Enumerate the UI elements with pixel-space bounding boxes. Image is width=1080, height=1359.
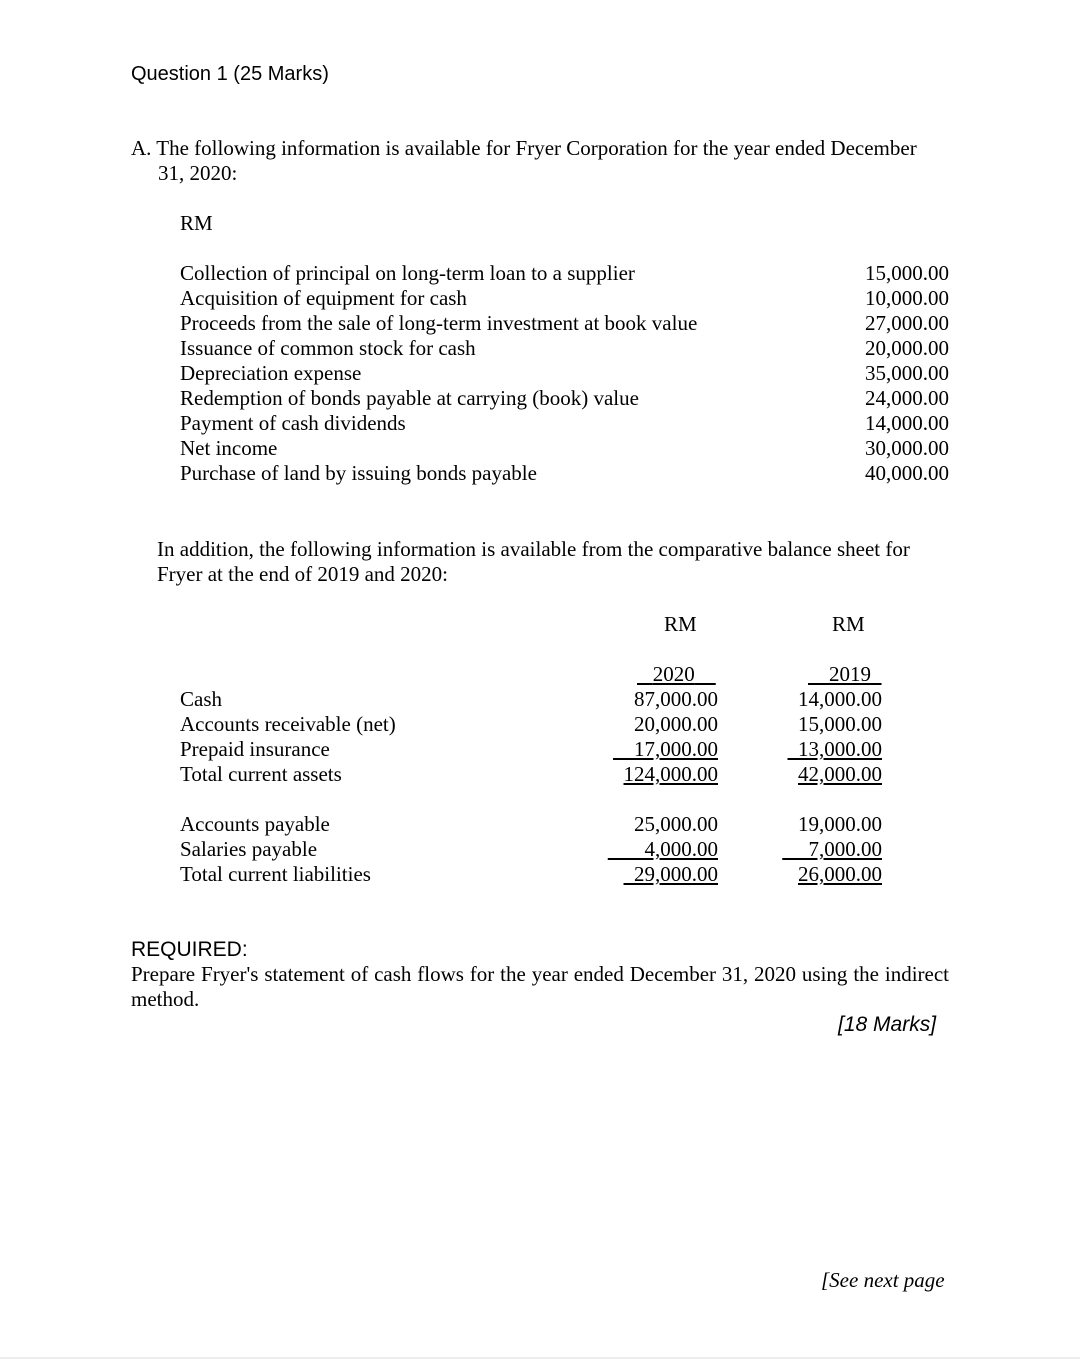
cell-value: 7,000.00 — [808, 837, 882, 861]
item-amount: 14,000.00 — [865, 411, 949, 435]
liabilities-2019-column — [752, 812, 882, 887]
table-row-label: Accounts payable — [180, 812, 330, 836]
item-label: Depreciation expense — [180, 361, 362, 385]
list-item — [180, 261, 949, 286]
table-cell: 14,000.00 — [798, 687, 882, 711]
table-cell: 26,000.00 — [798, 862, 882, 886]
assets-2020-column — [588, 687, 718, 787]
part-a-intro-line1: A. The following information is available for Fryer Corporation for the year ended December — [131, 136, 917, 160]
item-amount: 10,000.00 — [865, 286, 949, 310]
transactions-list — [180, 261, 949, 486]
table-row-label: Cash — [180, 687, 222, 711]
part-a-intro — [131, 136, 949, 186]
table-cell — [588, 737, 718, 762]
required-heading: REQUIRED: — [131, 938, 248, 961]
table-cell: 87,000.00 — [634, 687, 718, 711]
table-cell — [752, 737, 882, 762]
item-amount: 30,000.00 — [865, 436, 949, 460]
table-cell: 19,000.00 — [798, 812, 882, 836]
table-cell: 25,000.00 — [634, 812, 718, 836]
table-row-label: Salaries payable — [180, 837, 318, 861]
item-label: Purchase of land by issuing bonds payable — [180, 461, 537, 485]
question-title: Question 1 (25 Marks) — [131, 63, 329, 85]
cell-value: 4,000.00 — [644, 837, 718, 861]
balance-sheet-intro-line2: Fryer at the end of 2019 and 2020: — [157, 562, 449, 586]
assets-labels — [180, 687, 396, 787]
cell-value: 29,000.00 — [634, 862, 718, 886]
list-item — [180, 286, 949, 311]
part-a-currency: RM — [180, 211, 213, 235]
table-cell: 20,000.00 — [634, 712, 718, 736]
item-label: Redemption of bonds payable at carrying (book) value — [180, 386, 639, 410]
year-2019-header — [808, 662, 882, 687]
cell-value: 13,000.00 — [798, 737, 882, 761]
liabilities-labels — [180, 812, 371, 887]
item-label: Issuance of common stock for cash — [180, 336, 476, 360]
table-cell: 15,000.00 — [798, 712, 882, 736]
cell-value: 17,000.00 — [634, 737, 718, 761]
table-cell — [588, 837, 718, 862]
item-label: Acquisition of equipment for cash — [180, 286, 467, 310]
table-row-label: Total current liabilities — [180, 862, 371, 886]
item-label: Payment of cash dividends — [180, 411, 406, 435]
list-item — [180, 311, 949, 336]
item-amount: 15,000.00 — [865, 261, 949, 285]
table-cell — [588, 862, 718, 887]
balance-sheet-intro-line1: In addition, the following information is available from the comparative balance sheet for — [157, 537, 910, 561]
table-row-label: Prepaid insurance — [180, 737, 330, 761]
list-item — [180, 361, 949, 386]
year-2020-label: 2020 — [652, 662, 695, 686]
table-cell — [752, 837, 882, 862]
liabilities-2020-column — [588, 812, 718, 887]
item-label: Net income — [180, 436, 278, 460]
item-amount: 40,000.00 — [865, 461, 949, 485]
list-item — [180, 336, 949, 361]
part-a-intro-line2: 31, 2020: — [158, 161, 238, 185]
marks-label: [18 Marks] — [838, 1013, 937, 1036]
assets-2019-column — [752, 687, 882, 787]
table-row-label: Total current assets — [180, 762, 342, 786]
item-amount: 35,000.00 — [865, 361, 949, 385]
item-amount: 24,000.00 — [865, 386, 949, 410]
item-amount: 27,000.00 — [865, 311, 949, 335]
table-cell: 42,000.00 — [798, 762, 882, 786]
currency-2019: RM — [832, 612, 865, 636]
next-page-label: [See next page — [821, 1268, 945, 1292]
year-2019-label: 2019 — [829, 662, 871, 686]
list-item — [180, 461, 949, 486]
item-label: Collection of principal on long-term loan to a supplier — [180, 261, 635, 285]
list-item — [180, 411, 949, 436]
table-row-label: Accounts receivable (net) — [180, 712, 396, 736]
table-cell: 124,000.00 — [623, 762, 718, 786]
currency-2020: RM — [664, 612, 697, 636]
item-label: Proceeds from the sale of long-term investment at book value — [180, 311, 698, 335]
list-item — [180, 386, 949, 411]
list-item — [180, 436, 949, 461]
item-amount: 20,000.00 — [865, 336, 949, 360]
balance-sheet-intro — [157, 537, 949, 587]
year-2020-header — [637, 662, 716, 687]
required-text: Prepare Fryer's statement of cash flows for the year ended December 31, 2020 using the indirect method. — [131, 962, 949, 1011]
